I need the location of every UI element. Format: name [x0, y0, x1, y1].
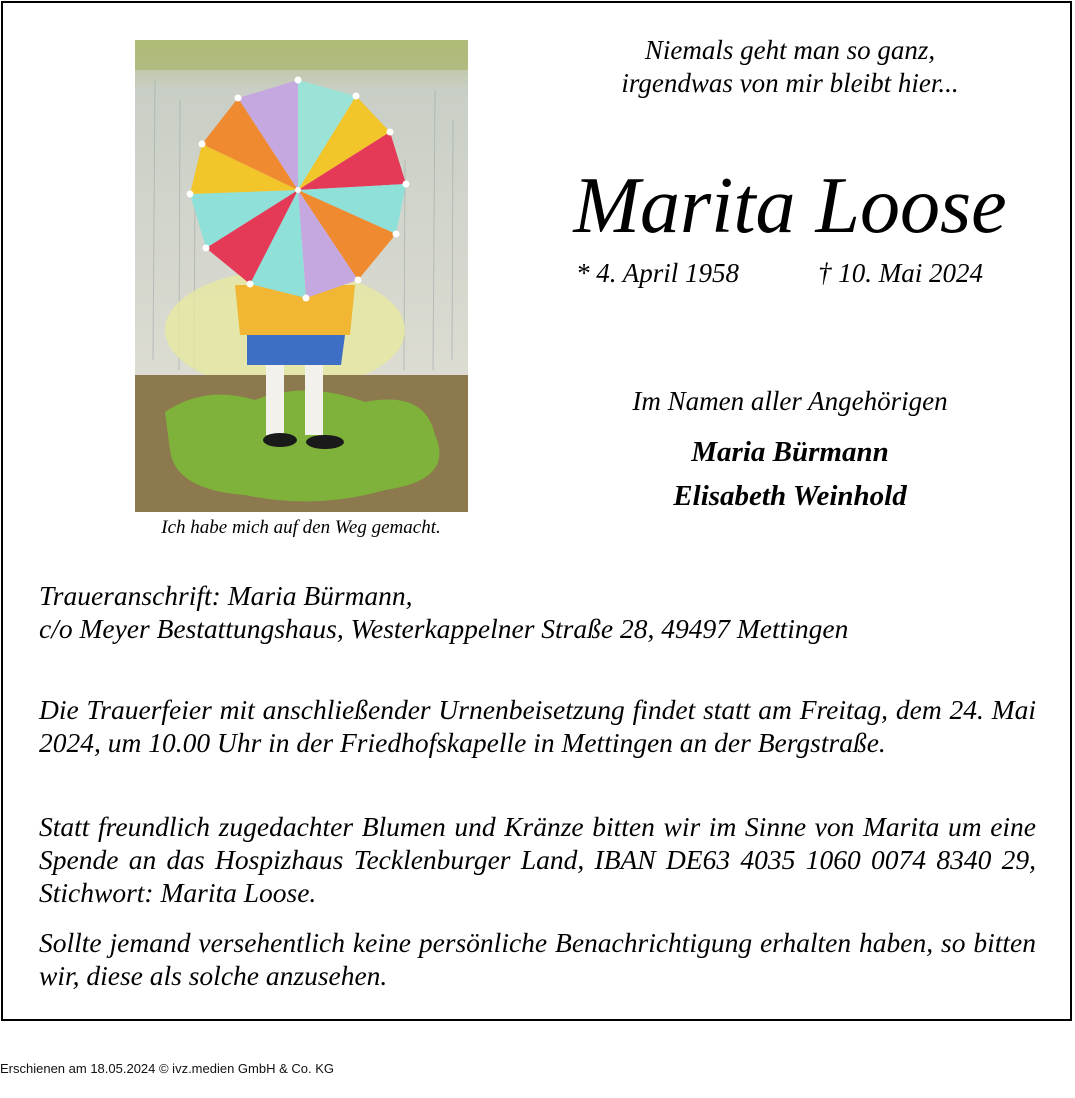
quote-line-1: Niemals geht man so ganz, [644, 35, 936, 65]
birth-date: * 4. April 1958 [576, 258, 740, 288]
quote-line-2: irgendwas von mir bleibt hier... [621, 68, 959, 98]
death-date: † 10. Mai 2024 [818, 258, 983, 288]
publication-footer: Erschienen am 18.05.2024 © ivz.medien GmbH & Co. KG [0, 1061, 335, 1076]
funeral-info-paragraph: Die Trauerfeier mit anschließender Urnenbeisetzung findet statt am Freitag, dem 24. Mai 2024, um 10.00 Uhr in der Friedhofskapelle in Mettingen an der Bergstraße. [39, 694, 1036, 758]
donation-paragraph: Statt freundlich zugedachter Blumen und Kränze bitten wir im Sinne von Marita um eine Spende an das Hospizhaus Tecklenburger Land, IBAN DE63 4035 1060 0074 8340 29, Stichwort: Marita Loose. [39, 811, 1036, 908]
umbrella-child-painting [135, 40, 468, 512]
mourner-name-1: Maria Bürmann [691, 436, 889, 468]
address-line-1: Traueranschrift: Maria Bürmann, [39, 580, 413, 611]
mourning-address [39, 579, 1036, 645]
notification-paragraph: Sollte jemand versehentlich keine persönliche Benachrichtigung erhalten haben, so bitten wir, diese als solche anzusehen. [39, 927, 1036, 991]
deceased-name: Marita Loose [573, 162, 1007, 250]
address-line-2: c/o Meyer Bestattungshaus, Westerkappelner Straße 28, 49497 Mettingen [39, 613, 849, 644]
on-behalf-line: Im Namen aller Angehörigen [632, 386, 948, 416]
epitaph-quote [540, 34, 1040, 100]
image-caption: Ich habe mich auf den Weg gemacht. [161, 517, 441, 538]
mourner-name-2: Elisabeth Weinhold [673, 480, 907, 512]
